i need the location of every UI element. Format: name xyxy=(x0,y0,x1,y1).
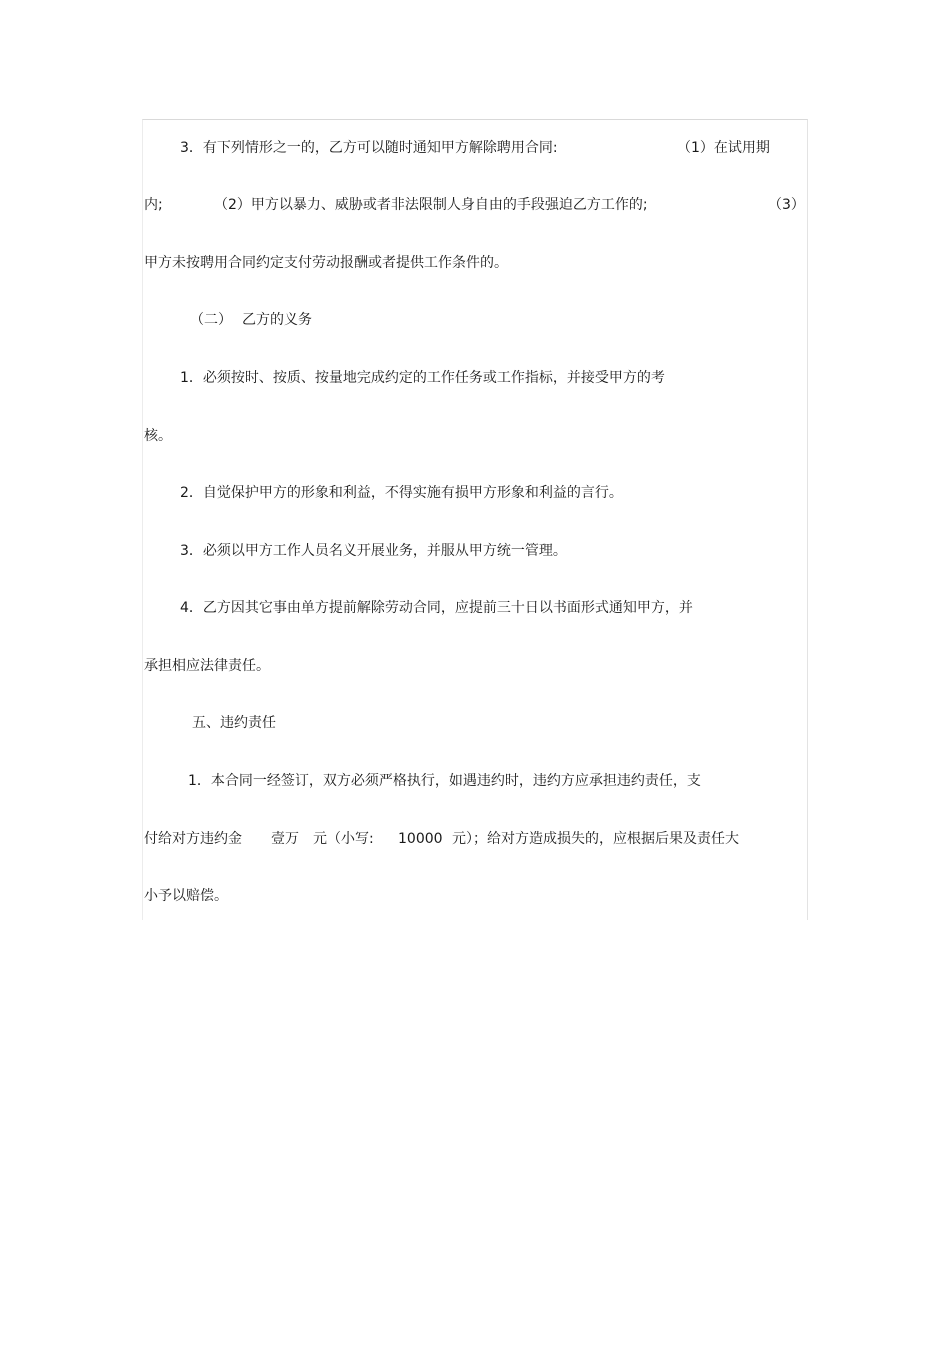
section-2-heading: 乙方的义务 xyxy=(242,312,312,328)
duty-4-line-2: 承担相应法律责任。 xyxy=(144,658,270,674)
clause-3-item-3-text: 甲方未按聘用合同约定支付劳动报酬或者提供工作条件的。 xyxy=(144,255,508,271)
clause-3-item-1-end: 内; xyxy=(144,197,163,213)
clause-3-item-2: （2）甲方以暴力、威胁或者非法限制人身自由的手段强迫乙方工作的; xyxy=(214,197,648,213)
clause-3-termination-text: 3．有下列情形之一的，乙方可以随时通知甲方解除聘用合同: xyxy=(180,140,558,156)
duty-1-line-2: 核。 xyxy=(144,428,172,444)
duty-3: 3．必须以甲方工作人员名义开展业务，并服从甲方统一管理。 xyxy=(180,543,567,559)
liability-1-line-2-end: 元）；给对方造成损失的，应根据后果及责任大 xyxy=(452,831,739,847)
section-2-number: （二） xyxy=(190,312,232,328)
penalty-amount-figure: 10000 xyxy=(398,831,443,847)
penalty-amount-label: 元（小写: xyxy=(313,831,374,847)
duty-4-line-1: 4．乙方因其它事由单方提前解除劳动合同，应提前三十日以书面形式通知甲方，并 xyxy=(180,600,693,616)
liability-1-line-1: 1．本合同一经签订，双方必须严格执行，如遇违约时，违约方应承担违约责任，支 xyxy=(188,773,701,789)
clause-3-item-3-label: （3） xyxy=(768,197,805,213)
page-frame xyxy=(142,119,808,920)
penalty-amount-words: 壹万 xyxy=(271,831,299,847)
liability-1-line-3: 小予以赔偿。 xyxy=(144,888,228,904)
liability-1-line-2-start: 付给对方违约金 xyxy=(144,831,242,847)
duty-1-line-1: 1．必须按时、按质、按量地完成约定的工作任务或工作指标，并接受甲方的考 xyxy=(180,370,665,386)
clause-3-item-1-start: （1）在试用期 xyxy=(677,140,770,156)
duty-2: 2．自觉保护甲方的形象和利益，不得实施有损甲方形象和利益的言行。 xyxy=(180,485,623,501)
section-5-heading: 五、违约责任 xyxy=(192,715,276,731)
